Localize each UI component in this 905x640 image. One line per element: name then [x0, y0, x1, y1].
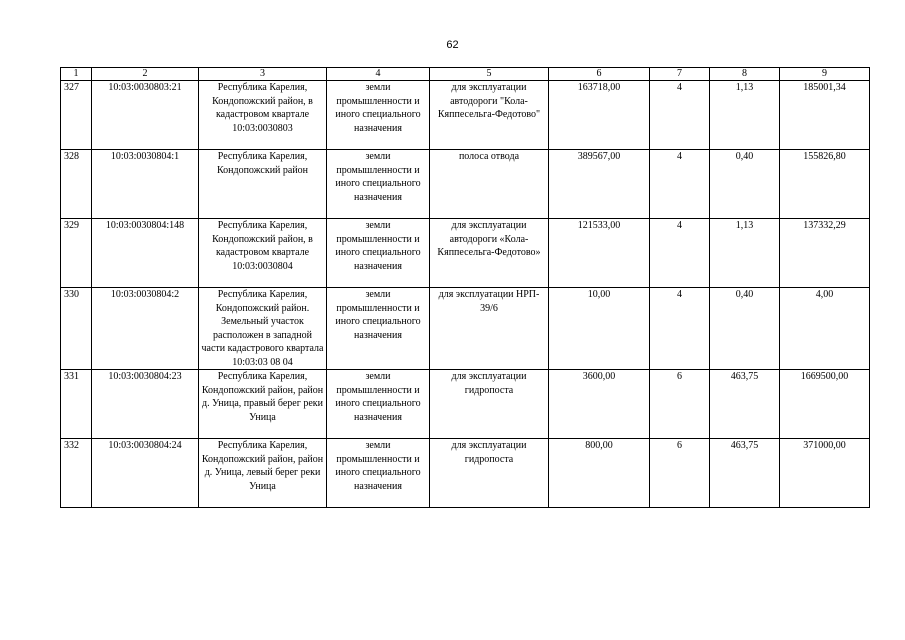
group-number: 4	[650, 219, 710, 288]
table-row	[61, 288, 870, 370]
group-number: 6	[650, 439, 710, 508]
cadastral-number: 10:03:0030804:1	[92, 150, 199, 219]
cadastral-number: 10:03:0030803:21	[92, 81, 199, 150]
group-number: 6	[650, 370, 710, 439]
cadastral-number: 10:03:0030804:2	[92, 288, 199, 370]
land-category: земли промышленности и иного специального назначения	[327, 370, 430, 439]
rate-value: 1,13	[710, 81, 780, 150]
row-number: 327	[61, 81, 92, 150]
column-header-2: 2	[92, 68, 199, 81]
plot-area: 163718,00	[549, 81, 650, 150]
table-row	[61, 81, 870, 150]
land-category: земли промышленности и иного специального назначения	[327, 288, 430, 370]
plot-area: 3600,00	[549, 370, 650, 439]
total-sum: 137332,29	[780, 219, 870, 288]
rate-value: 0,40	[710, 150, 780, 219]
column-header-1: 1	[61, 68, 92, 81]
table-row	[61, 219, 870, 288]
total-sum: 4,00	[780, 288, 870, 370]
plot-location: Республика Карелия, Кондопожский район. Земельный участок расположен в западной части кадастрового квартала 10:03:03 08 04	[199, 288, 327, 370]
group-number: 4	[650, 288, 710, 370]
permitted-use: полоса отвода	[430, 150, 549, 219]
column-header-5: 5	[430, 68, 549, 81]
row-number: 331	[61, 370, 92, 439]
column-header-4: 4	[327, 68, 430, 81]
table-row	[61, 150, 870, 219]
total-sum: 185001,34	[780, 81, 870, 150]
column-header-7: 7	[650, 68, 710, 81]
plot-area: 389567,00	[549, 150, 650, 219]
rate-value: 0,40	[710, 288, 780, 370]
row-number: 328	[61, 150, 92, 219]
group-number: 4	[650, 81, 710, 150]
rate-value: 463,75	[710, 439, 780, 508]
column-number-row	[61, 68, 870, 81]
rate-value: 463,75	[710, 370, 780, 439]
column-header-8: 8	[710, 68, 780, 81]
cadastral-number: 10:03:0030804:24	[92, 439, 199, 508]
plot-location: Республика Карелия, Кондопожский район, в кадастровом квартале 10:03:0030804	[199, 219, 327, 288]
permitted-use: для эксплуатации НРП- 39/6	[430, 288, 549, 370]
land-category: земли промышленности и иного специального назначения	[327, 219, 430, 288]
column-header-9: 9	[780, 68, 870, 81]
total-sum: 1669500,00	[780, 370, 870, 439]
permitted-use: для эксплуатации автодороги «Кола-Кяппесельга-Федотово»	[430, 219, 549, 288]
permitted-use: для эксплуатации гидропоста	[430, 370, 549, 439]
cadastral-number: 10:03:0030804:23	[92, 370, 199, 439]
total-sum: 155826,80	[780, 150, 870, 219]
column-header-3: 3	[199, 68, 327, 81]
plot-location: Республика Карелия, Кондопожский район, район д. Уница, правый берег реки Уница	[199, 370, 327, 439]
land-category: земли промышленности и иного специального назначения	[327, 439, 430, 508]
row-number: 329	[61, 219, 92, 288]
column-header-6: 6	[549, 68, 650, 81]
plot-location: Республика Карелия, Кондопожский район, район д. Уница, левый берег реки Уница	[199, 439, 327, 508]
row-number: 330	[61, 288, 92, 370]
plot-area: 10,00	[549, 288, 650, 370]
land-category: земли промышленности и иного специального назначения	[327, 81, 430, 150]
plot-location: Республика Карелия, Кондопожский район, в кадастровом квартале 10:03:0030803	[199, 81, 327, 150]
plot-area: 121533,00	[549, 219, 650, 288]
table-row	[61, 370, 870, 439]
land-category: земли промышленности и иного специального назначения	[327, 150, 430, 219]
plot-location: Республика Карелия, Кондопожский район	[199, 150, 327, 219]
permitted-use: для эксплуатации автодороги "Кола-Кяппесельга-Федотово"	[430, 81, 549, 150]
cadastral-number: 10:03:0030804:148	[92, 219, 199, 288]
group-number: 4	[650, 150, 710, 219]
permitted-use: для эксплуатации гидропоста	[430, 439, 549, 508]
total-sum: 371000,00	[780, 439, 870, 508]
rate-value: 1,13	[710, 219, 780, 288]
page-number: 62	[446, 39, 459, 51]
plot-area: 800,00	[549, 439, 650, 508]
row-number: 332	[61, 439, 92, 508]
land-plot-table	[60, 67, 870, 508]
table-row	[61, 439, 870, 508]
